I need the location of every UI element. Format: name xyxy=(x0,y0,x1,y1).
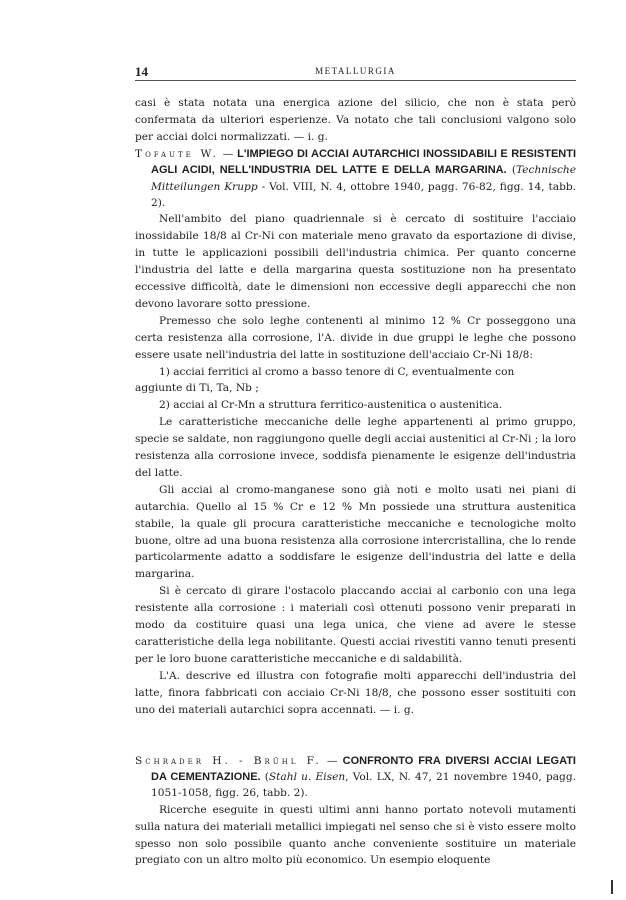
review-journal: Technische Mitteilungen Krupp xyxy=(151,164,576,193)
review-title: L'IMPIEGO DI ACCIAI AUTARCHICI INOSSIDABILI E RESISTENTI AGLI ACIDI, NELL'INDUSTRIA DEL LATTE E DELLA MARGARINA. xyxy=(151,147,577,177)
review-journal: Stahl u. Eisen xyxy=(268,770,346,783)
review-author: Schrader H. - Brühl F. xyxy=(135,754,322,767)
review-source-open: ( xyxy=(506,164,517,177)
page-header xyxy=(135,62,576,81)
body-paragraph: Nell'ambito del piano quadriennale si è cercato di sostituire l'acciaio inossidabile 18/8 al Cr-Ni con materiale meno gravato da esportazione di divise, in tutte le applicazioni possibili dell'industria chimica. Per quanto concerne l'industria del latte e della margarina questa sostituzione non ha presentato eccessive difficoltà, date le dimensioni non eccessive degli apparecchi che non devono lavorare sotto pressione. xyxy=(135,213,576,310)
review-heading-tofaute xyxy=(135,146,576,212)
review-title: CONFRONTO FRA DIVERSI ACCIAI LEGATI DA CEMENTAZIONE. xyxy=(151,754,576,783)
body-paragraph: Gli acciai al cromo-manganese sono già noti e molto usati nei piani di autarchia. Quello al 15 % Cr e 12 % Mn possiede una struttura austenitica stabile, la quale gli procura caratteristiche meccaniche e tecnologiche molto buone, oltre ad una buona resistenza alla corrosione intercristallina, che lo rende particolarmente adatto a soddisfare le esigenze dell'industria del latte e della margarina. xyxy=(135,483,576,581)
list-item: 1) acciai ferritici al cromo a basso tenore di C, eventualmente con xyxy=(159,365,515,378)
body-paragraph: Le caratteristiche meccaniche delle leghe appartenenti al primo gruppo, specie se saldate, non raggiungono quelle degli acciai austenitici al Cr-Ni ; la loro resistenza alla corrosione invece, soddisfa pienamente le esigenze dell'industria del latte. xyxy=(135,416,576,479)
body-paragraph: Ricerche eseguite in questi ultimi anni hanno portato notevoli mutamenti sulla natura dei materiali metallici impiegati nel senso che si è visto essere molto spesso non solo possibile quanto anche conveniente sostituire un materiale pregiato con un altro molto più economico. Un esempio eloquente xyxy=(135,803,576,867)
scan-margin-mark xyxy=(611,880,613,894)
body-paragraph: L'A. descrive ed illustra con fotografie molti apparecchi dell'industria del latte, finora fabbricati con acciaio Cr-Ni 18/8, che possono esser sostituiti con uno dei materiali autarchici sopra accennati. — i. g. xyxy=(135,669,576,716)
body-paragraph: Si è cercato di girare l'ostacolo placcando acciai al carbonio con una lega resistente alla corrosione : i materiali così ottenuti possono venir preparati in modo da costituire quasi una lega unica, che viene ad avere le stesse caratteristiche della lega nobilitante. Questi acciai rivestiti vanno tenuti presenti per le loro buone caratteristiche meccaniche e di saldabilità. xyxy=(135,585,576,665)
body-paragraph: Premesso che solo leghe contenenti al minimo 12 % Cr posseggono una certa resistenza alla corrosione, l'A. divide in due gruppi le leghe che possono essere usate nell'industria del latte in sostituzione dell'acciaio Cr-Ni 18/8: xyxy=(135,314,576,361)
page-number: 14 xyxy=(135,64,148,79)
review-heading-schrader xyxy=(135,753,576,802)
review-dash: — xyxy=(218,147,238,160)
review-source: - Vol. VIII, N. 4, ottobre 1940, pagg. 76-82, figg. 14, tabb. 2). xyxy=(151,180,576,209)
review-source: , Vol. LX, N. 47, 21 novembre 1940, pagg. 1051-1058, figg. 26, tabb. 2). xyxy=(151,770,576,800)
review-author: Tofaute W. xyxy=(135,147,219,160)
review-dash: — xyxy=(321,754,343,767)
running-head: METALLURGIA xyxy=(315,66,396,76)
list-item-continuation: aggiunte di Ti, Ta, Nb ; xyxy=(135,382,259,395)
intro-paragraph: casi è stata notata una energica azione del silicio, che non è stata però confermata da ulteriori esperienze. Va notato che tali conclusioni valgono solo per acciai dolci normalizzati. — i. g. xyxy=(135,97,576,143)
review-source-open: ( xyxy=(260,770,269,783)
list-item: 2) acciai al Cr-Mn a struttura ferritico-austenitica o austenitica. xyxy=(159,399,503,412)
article-body xyxy=(135,95,576,869)
